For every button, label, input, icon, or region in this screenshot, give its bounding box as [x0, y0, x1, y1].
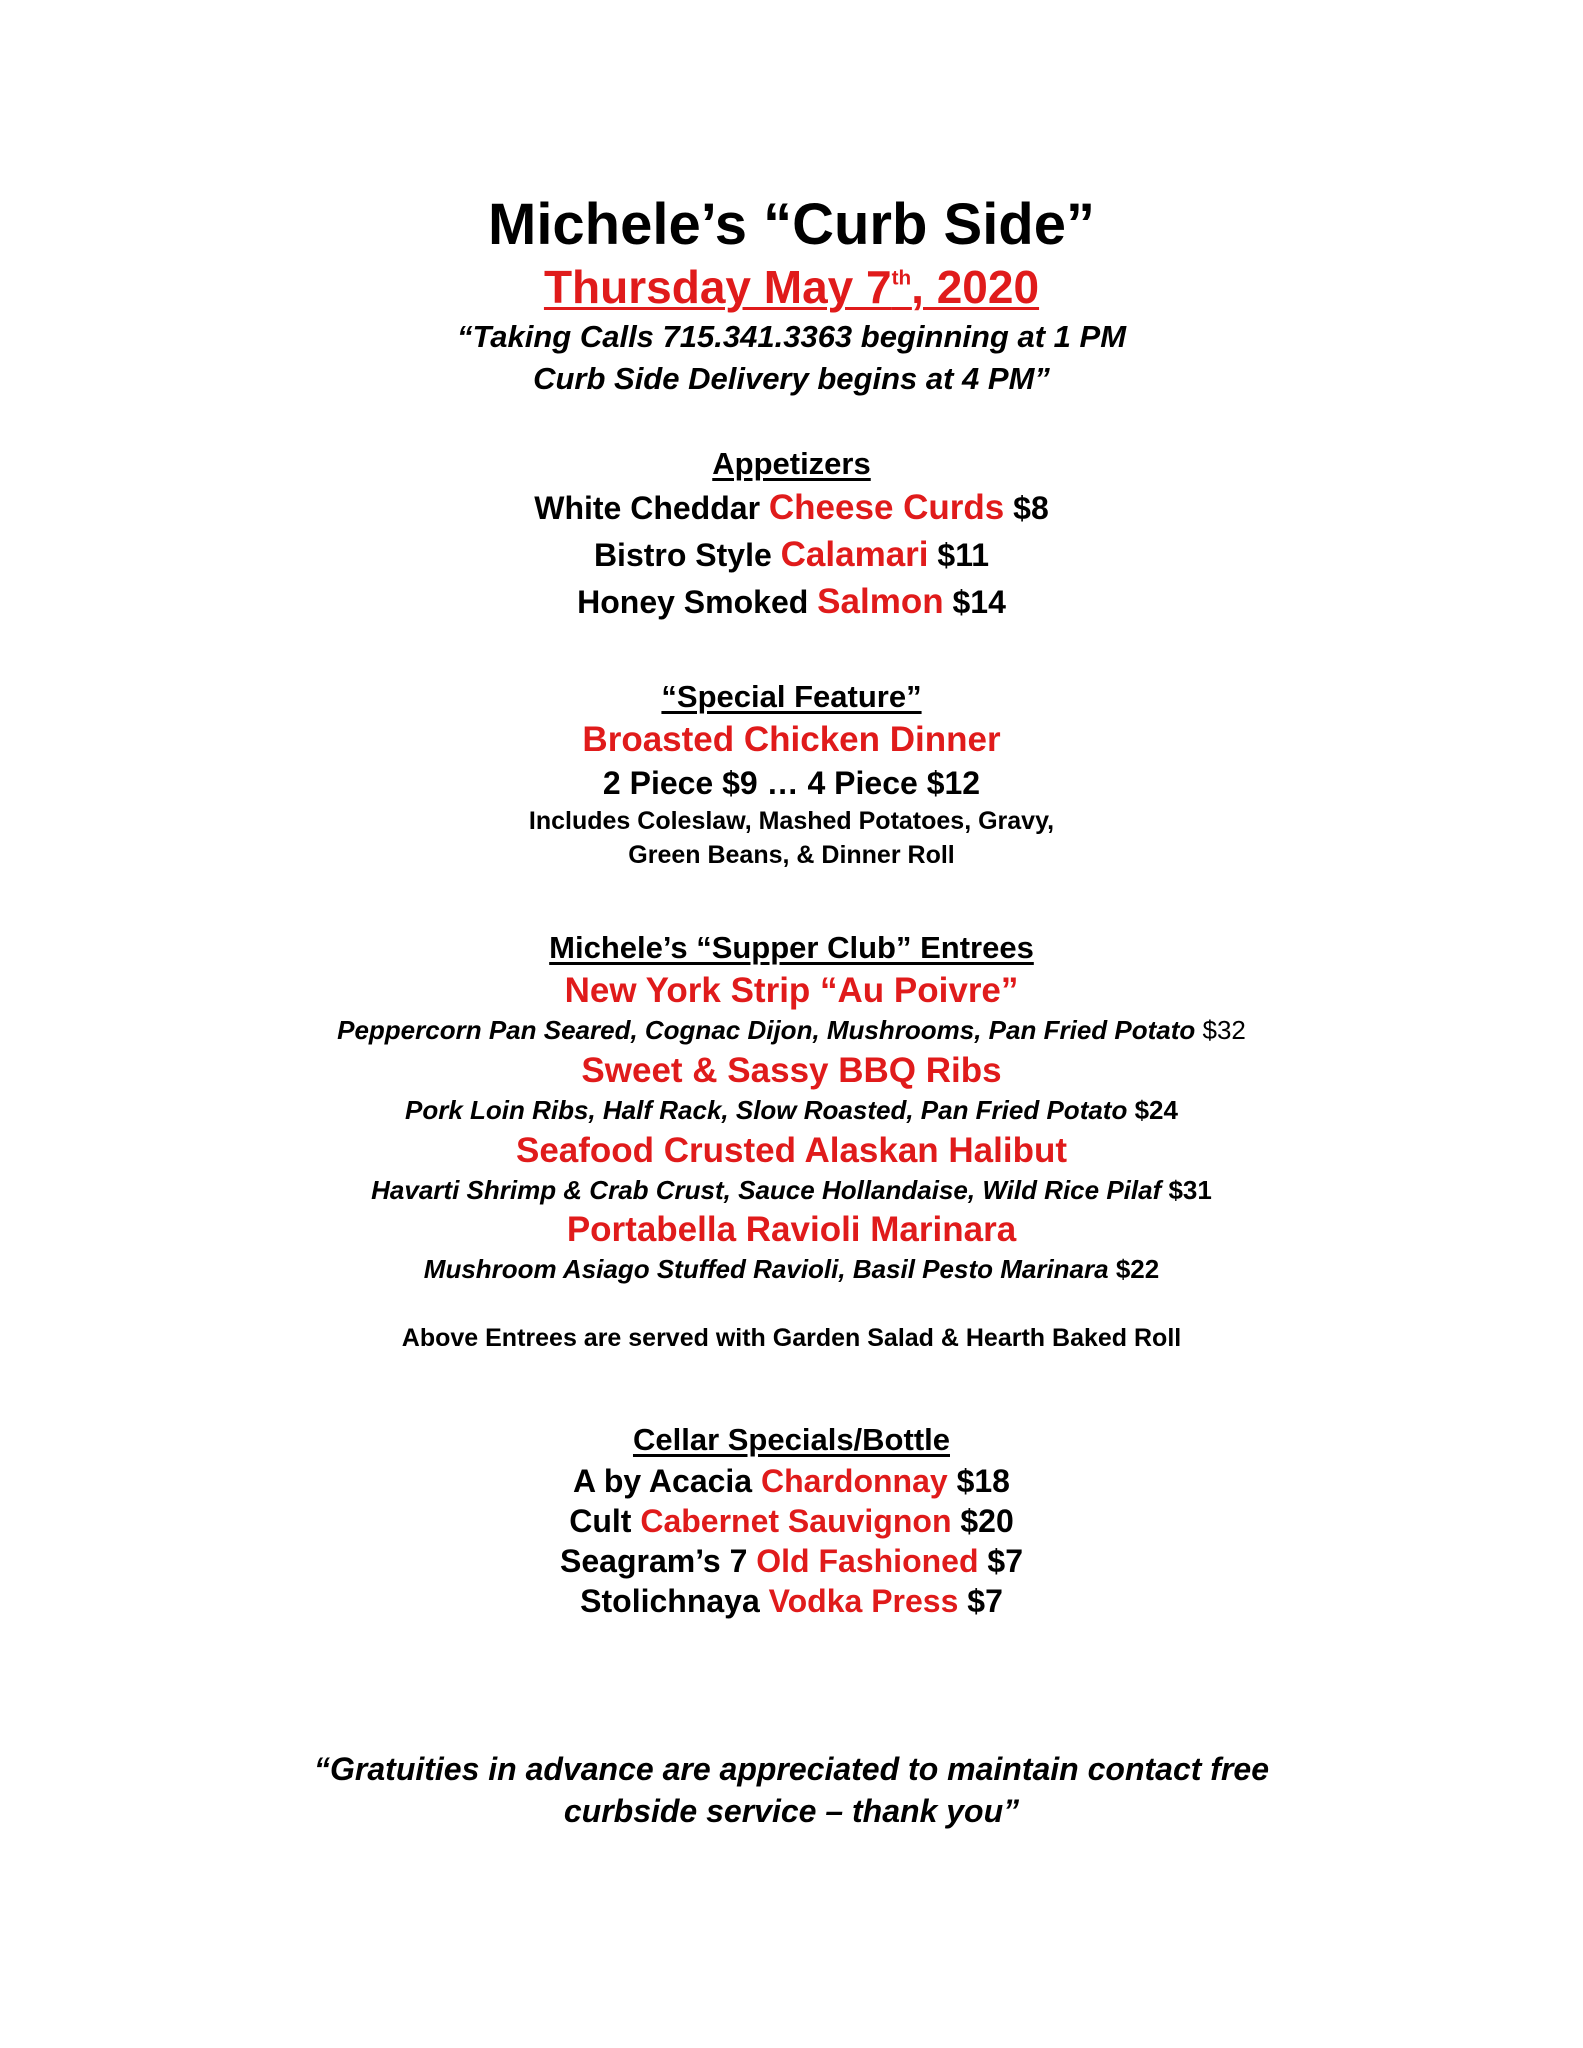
appetizer-name: Salmon: [817, 582, 944, 621]
appetizer-prefix: Honey Smoked: [577, 584, 809, 620]
appetizer-item: [0, 490, 1583, 525]
cellar-prefix: Cult: [569, 1503, 632, 1539]
cellar-item: [0, 1545, 1583, 1577]
appetizer-price: $14: [952, 584, 1006, 620]
entree-price: $24: [1134, 1095, 1178, 1125]
date-main: Thursday May 7: [543, 261, 892, 313]
cellar-price: $18: [956, 1463, 1010, 1499]
cellar-prefix: A by Acacia: [573, 1463, 753, 1499]
appetizer-price: $8: [1013, 490, 1049, 526]
cellar-price: $20: [960, 1503, 1014, 1539]
entree-name: Sweet & Sassy BBQ Ribs: [581, 1051, 1002, 1090]
feature-includes: Green Beans, & Dinner Roll: [628, 841, 955, 869]
cellar-item: [0, 1465, 1583, 1497]
appetizer-item: [0, 584, 1583, 619]
appetizer-name: Cheese Curds: [768, 488, 1005, 527]
feature-pricing: 2 Piece $9 … 4 Piece $12: [602, 765, 981, 801]
cellar-prefix: Seagram’s 7: [560, 1543, 748, 1579]
entree-name: Seafood Crusted Alaskan Halibut: [515, 1131, 1068, 1170]
cellar-name: Old Fashioned: [756, 1543, 979, 1579]
appetizer-price: $11: [937, 537, 990, 573]
cellar-price: $7: [987, 1543, 1023, 1579]
appetizer-prefix: Bistro Style: [593, 537, 772, 573]
page-title: Michele’s “Curb Side”: [488, 192, 1095, 257]
entrees-note: Above Entrees are served with Garden Salad & Hearth Baked Roll: [401, 1324, 1182, 1352]
cellar-prefix: Stolichnaya: [580, 1583, 760, 1619]
entree-description: [0, 1256, 1583, 1282]
calls-line: “Taking Calls 715.341.3363 beginning at 1 PM: [456, 319, 1127, 354]
entree-description: [0, 1097, 1583, 1123]
entree-name: Portabella Ravioli Marinara: [566, 1210, 1017, 1249]
feature-name: Broasted Chicken Dinner: [582, 720, 1001, 759]
feature-heading: “Special Feature”: [661, 679, 922, 714]
entree-price: $22: [1115, 1254, 1160, 1284]
feature-includes: Includes Coleslaw, Mashed Potatoes, Gravy,: [528, 807, 1055, 835]
entree-price: $31: [1168, 1175, 1212, 1205]
cellar-item: [0, 1585, 1583, 1617]
cellar-name: Chardonnay: [760, 1463, 948, 1499]
date-year: , 2020: [911, 261, 1040, 313]
appetizer-item: [0, 537, 1583, 572]
appetizer-name: Calamari: [780, 535, 929, 574]
appetizer-prefix: White Cheddar: [534, 490, 761, 526]
entree-desc: Peppercorn Pan Seared, Cognac Dijon, Mushrooms, Pan Fried Potato: [337, 1015, 1196, 1045]
entree-desc: Havarti Shrimp & Crab Crust, Sauce Hollandaise, Wild Rice Pilaf: [371, 1175, 1162, 1205]
delivery-line: Curb Side Delivery begins at 4 PM”: [533, 361, 1050, 396]
gratuity-note: “Gratuities in advance are appreciated to maintain contact free: [314, 1751, 1269, 1787]
entree-price: $32: [1202, 1015, 1246, 1045]
entree-desc: Mushroom Asiago Stuffed Ravioli, Basil Pesto Marinara: [423, 1254, 1109, 1284]
cellar-name: Cabernet Sauvignon: [640, 1503, 952, 1539]
cellar-name: Vodka Press: [768, 1583, 959, 1619]
cellar-heading: Cellar Specials/Bottle: [632, 1422, 950, 1457]
gratuity-note: curbside service – thank you”: [563, 1793, 1020, 1829]
entrees-heading: Michele’s “Supper Club” Entrees: [549, 930, 1034, 965]
cellar-price: $7: [967, 1583, 1003, 1619]
entree-name: New York Strip “Au Poivre”: [564, 971, 1019, 1010]
entree-description: [0, 1017, 1583, 1043]
entree-desc: Pork Loin Ribs, Half Rack, Slow Roasted, Pan Fried Potato: [405, 1095, 1128, 1125]
appetizers-heading: Appetizers: [712, 446, 871, 481]
entree-description: [0, 1177, 1583, 1203]
cellar-item: [0, 1505, 1583, 1537]
menu-date: [0, 261, 1583, 313]
date-suffix: th: [891, 266, 912, 290]
